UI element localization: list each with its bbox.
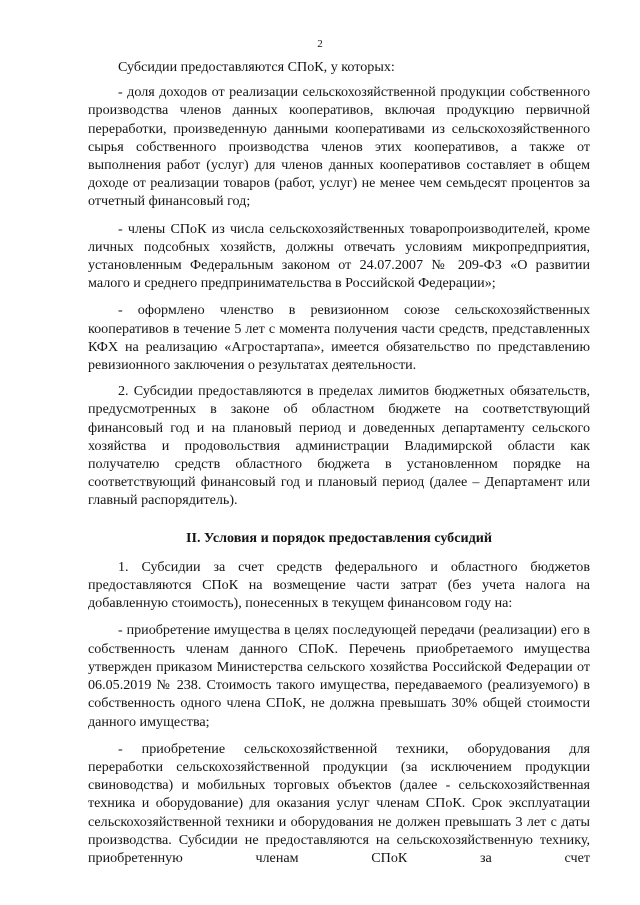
condition-income-share: - доля доходов от реализации сельскохозяйственной продукции собственного производства членов данных кооперативов, включая продукцию первичной переработки, произведенную данными кооперативами из сельскохозяйственного сырья собственного производства членов этих кооперативов, а также от выполнения работ (услуг) для членов данных кооперативов составляет в общем доходе от реализации товаров (работ, услуг) не менее чем семьдесят процентов за отчетный финансовый год; (88, 84, 590, 210)
paragraph-item-2: 2. Субсидии предоставляются в пределах лимитов бюджетных обязательств, предусмотренных в законе об областном бюджете на соответствующий финансовый год и на плановый период и доведенных департаменту сельского хозяйства и продовольствия администрации Владимирской области как получателю средств областного бюджета в установленном порядке на соответствующий финансовый год и плановый период (далее – Департамент или главный распорядитель). (88, 383, 590, 509)
cost-item-property: - приобретение имущества в целях последующей передачи (реализации) его в собственность членам данного СПоК. Перечень приобретаемого имущества утвержден приказом Министерства сельского хозяйства Российской Федерации от 06.05.2019 № 238. Стоимость такого имущества, передаваемого (реализуемого) в собственность одного члена СПоК, не должна превышать 30% общей стоимости данного имущества; (88, 622, 590, 730)
cost-item-machinery: - приобретение сельскохозяйственной техники, оборудования для переработки сельскохозяйственной продукции (за исключением продукции свиноводства) и мобильных торговых объектов (далее - сельскохозяйственная техника и оборудование) для оказания услуг членам СПоК. Срок эксплуатации сельскохозяйственной техники и оборудования не должен превышать 3 лет с даты производства. Субсидии не предоставляются на сельскохозяйственную технику, приобретенную членам СПоК за счет (88, 740, 590, 866)
condition-audit-union: - оформлено членство в ревизионном союзе сельскохозяйственных кооперативов в течение 5 лет с момента получения части средств, представленных КФХ на реализацию «Агростартапа», имеется обязательство по представлению ревизионного заключения о результатах деятельности. (88, 302, 590, 374)
condition-micro-enterprise: - члены СПоК из числа сельскохозяйственных товаропроизводителей, кроме личных подсобных хозяйств, должны отвечать условиям микропредприятия, установленным Федеральным законом от 24.07.2007 № 209-ФЗ «О развитии малого и среднего предпринимательства в Российской Федерации»; (88, 220, 590, 292)
section-heading: II. Условия и порядок предоставления субсидий (186, 529, 492, 546)
section-paragraph-1: 1. Субсидии за счет средств федерального и областного бюджетов предоставляются СПоК на возмещение части затрат (без учета налога на добавленную стоимость), понесенных в текущем финансовом году на: (88, 558, 590, 612)
page-number: 2 (317, 38, 323, 50)
document-body (88, 58, 590, 867)
conditions-intro: Субсидии предоставляются СПоК, у которых: (118, 59, 395, 75)
